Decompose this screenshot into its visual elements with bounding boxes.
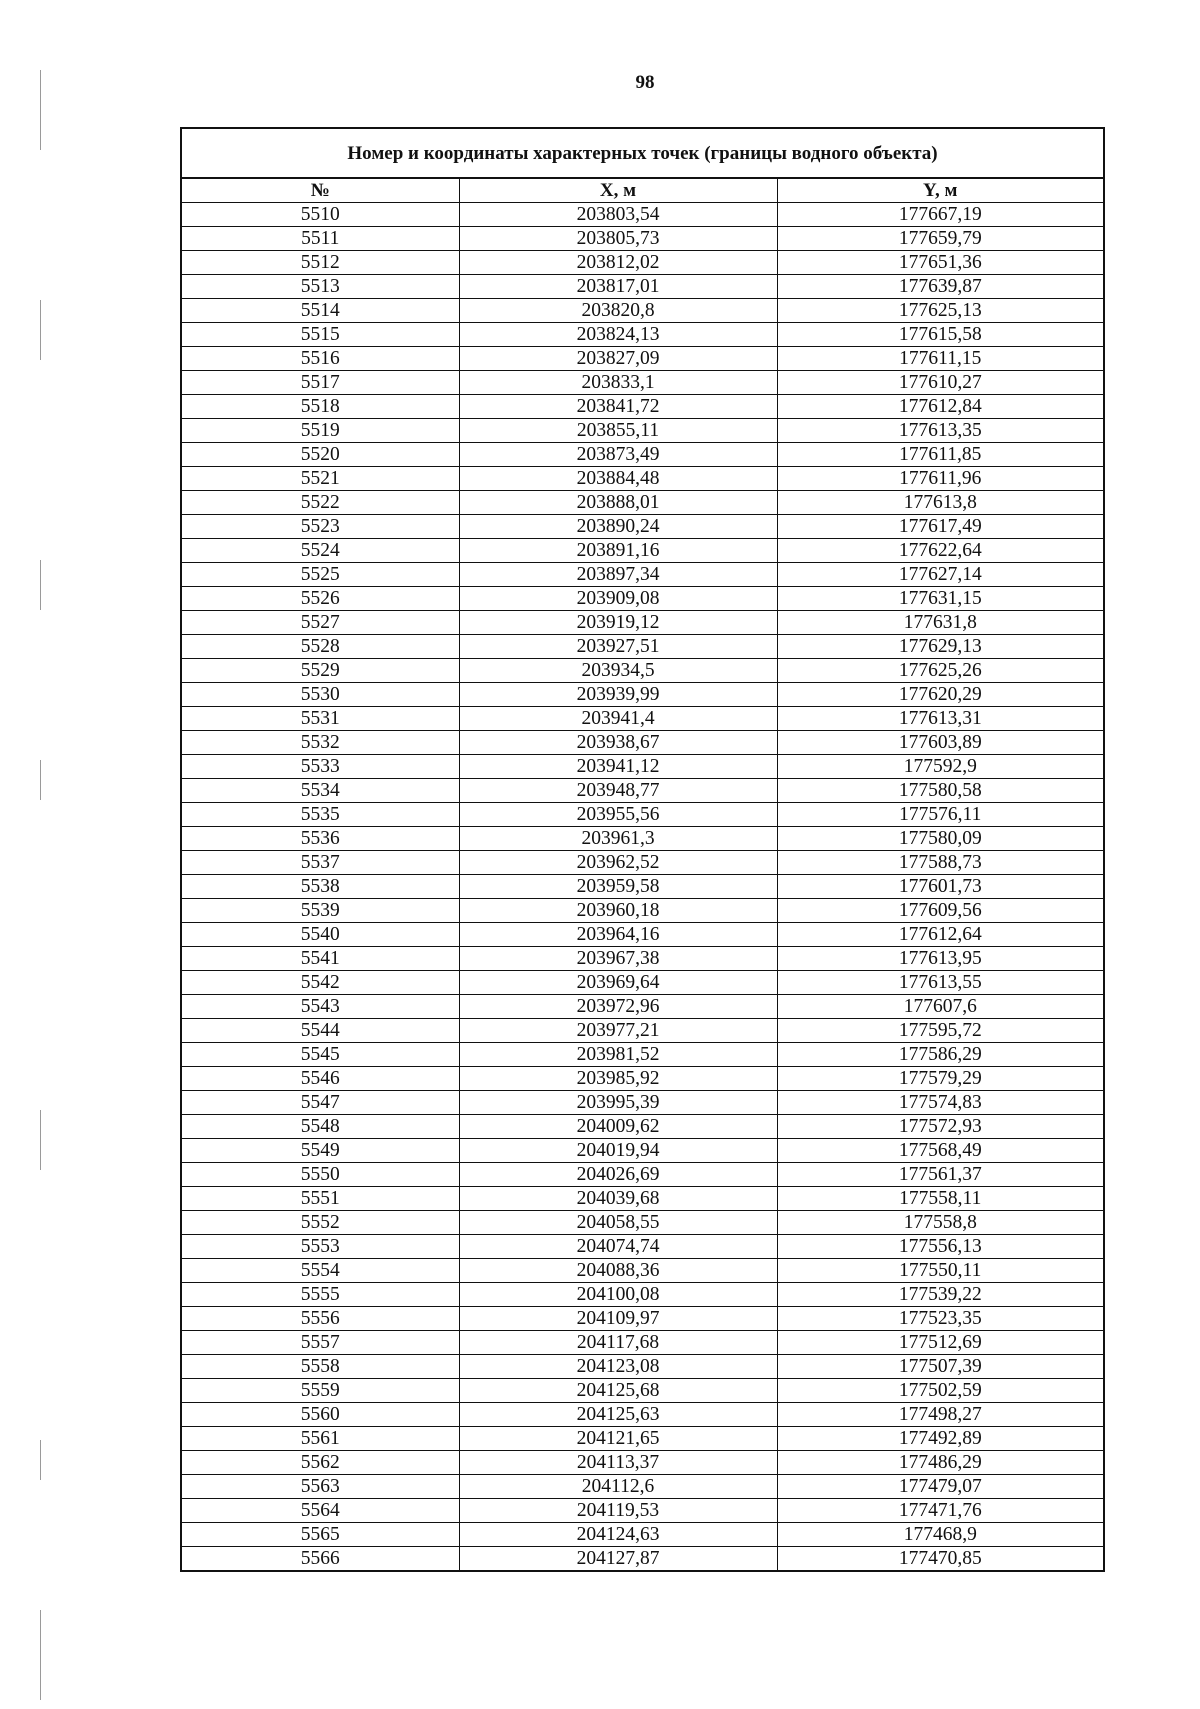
table-row: [181, 1331, 1104, 1355]
y-coordinate-cell: 177613,8: [777, 491, 1104, 515]
y-coordinate-cell: 177468,9: [777, 1523, 1104, 1547]
x-coordinate-cell: 203985,92: [459, 1067, 777, 1091]
table-row: [181, 1523, 1104, 1547]
table-row: [181, 251, 1104, 275]
point-number-cell: 5541: [181, 947, 459, 971]
table-row: [181, 611, 1104, 635]
x-coordinate-cell: 203959,58: [459, 875, 777, 899]
point-number-cell: 5513: [181, 275, 459, 299]
y-coordinate-cell: 177631,15: [777, 587, 1104, 611]
table-row: [181, 299, 1104, 323]
point-number-cell: 5561: [181, 1427, 459, 1451]
table-row: [181, 1115, 1104, 1139]
point-number-cell: 5562: [181, 1451, 459, 1475]
point-number-cell: 5563: [181, 1475, 459, 1499]
x-coordinate-cell: 203824,13: [459, 323, 777, 347]
x-coordinate-cell: 203972,96: [459, 995, 777, 1019]
point-number-cell: 5536: [181, 827, 459, 851]
table-row: [181, 491, 1104, 515]
x-coordinate-cell: 203891,16: [459, 539, 777, 563]
point-number-cell: 5520: [181, 443, 459, 467]
point-number-cell: 5545: [181, 1043, 459, 1067]
y-coordinate-cell: 177558,8: [777, 1211, 1104, 1235]
table-row: [181, 827, 1104, 851]
table-row: [181, 323, 1104, 347]
point-number-cell: 5549: [181, 1139, 459, 1163]
table-row: [181, 1043, 1104, 1067]
y-coordinate-cell: 177479,07: [777, 1475, 1104, 1499]
x-coordinate-cell: 203927,51: [459, 635, 777, 659]
x-coordinate-cell: 203897,34: [459, 563, 777, 587]
x-coordinate-cell: 203812,02: [459, 251, 777, 275]
x-coordinate-cell: 203939,99: [459, 683, 777, 707]
y-coordinate-cell: 177574,83: [777, 1091, 1104, 1115]
x-coordinate-cell: 203995,39: [459, 1091, 777, 1115]
x-coordinate-cell: 203969,64: [459, 971, 777, 995]
table-row: [181, 1139, 1104, 1163]
y-coordinate-cell: 177625,13: [777, 299, 1104, 323]
y-coordinate-cell: 177512,69: [777, 1331, 1104, 1355]
point-number-cell: 5566: [181, 1547, 459, 1572]
x-coordinate-cell: 204074,74: [459, 1235, 777, 1259]
point-number-cell: 5511: [181, 227, 459, 251]
scan-edge-mark: [40, 1110, 41, 1170]
scan-edge-mark: [40, 1610, 41, 1700]
point-number-cell: 5514: [181, 299, 459, 323]
x-coordinate-cell: 204088,36: [459, 1259, 777, 1283]
y-coordinate-cell: 177486,29: [777, 1451, 1104, 1475]
point-number-cell: 5518: [181, 395, 459, 419]
y-coordinate-cell: 177612,64: [777, 923, 1104, 947]
table-row: [181, 731, 1104, 755]
x-coordinate-cell: 203948,77: [459, 779, 777, 803]
x-coordinate-cell: 203820,8: [459, 299, 777, 323]
y-coordinate-cell: 177576,11: [777, 803, 1104, 827]
scan-edge-mark: [40, 1440, 41, 1480]
y-coordinate-cell: 177627,14: [777, 563, 1104, 587]
y-coordinate-cell: 177610,27: [777, 371, 1104, 395]
table-row: [181, 1403, 1104, 1427]
x-coordinate-cell: 204100,08: [459, 1283, 777, 1307]
y-coordinate-cell: 177613,95: [777, 947, 1104, 971]
table-row: [181, 563, 1104, 587]
table-row: [181, 851, 1104, 875]
y-coordinate-cell: 177613,55: [777, 971, 1104, 995]
point-number-cell: 5519: [181, 419, 459, 443]
table-row: [181, 227, 1104, 251]
x-coordinate-cell: 203855,11: [459, 419, 777, 443]
y-coordinate-cell: 177611,85: [777, 443, 1104, 467]
table-row: [181, 875, 1104, 899]
x-coordinate-cell: 203884,48: [459, 467, 777, 491]
coordinates-table: [180, 127, 1105, 1572]
x-coordinate-cell: 204127,87: [459, 1547, 777, 1572]
y-coordinate-cell: 177507,39: [777, 1355, 1104, 1379]
table-header-row: [181, 178, 1104, 203]
x-coordinate-cell: 204119,53: [459, 1499, 777, 1523]
column-header-number: №: [181, 178, 459, 203]
x-coordinate-cell: 203961,3: [459, 827, 777, 851]
y-coordinate-cell: 177595,72: [777, 1019, 1104, 1043]
y-coordinate-cell: 177667,19: [777, 203, 1104, 227]
y-coordinate-cell: 177588,73: [777, 851, 1104, 875]
y-coordinate-cell: 177625,26: [777, 659, 1104, 683]
point-number-cell: 5540: [181, 923, 459, 947]
y-coordinate-cell: 177611,15: [777, 347, 1104, 371]
x-coordinate-cell: 204123,08: [459, 1355, 777, 1379]
y-coordinate-cell: 177601,73: [777, 875, 1104, 899]
y-coordinate-cell: 177502,59: [777, 1379, 1104, 1403]
point-number-cell: 5565: [181, 1523, 459, 1547]
table-row: [181, 443, 1104, 467]
x-coordinate-cell: 203890,24: [459, 515, 777, 539]
y-coordinate-cell: 177550,11: [777, 1259, 1104, 1283]
point-number-cell: 5552: [181, 1211, 459, 1235]
point-number-cell: 5531: [181, 707, 459, 731]
table-row: [181, 419, 1104, 443]
y-coordinate-cell: 177615,58: [777, 323, 1104, 347]
table-caption-row: [181, 128, 1104, 178]
table-row: [181, 1499, 1104, 1523]
x-coordinate-cell: 204019,94: [459, 1139, 777, 1163]
point-number-cell: 5547: [181, 1091, 459, 1115]
x-coordinate-cell: 204109,97: [459, 1307, 777, 1331]
y-coordinate-cell: 177629,13: [777, 635, 1104, 659]
y-coordinate-cell: 177580,09: [777, 827, 1104, 851]
y-coordinate-cell: 177523,35: [777, 1307, 1104, 1331]
y-coordinate-cell: 177603,89: [777, 731, 1104, 755]
column-header-y: Y, м: [777, 178, 1104, 203]
point-number-cell: 5553: [181, 1235, 459, 1259]
point-number-cell: 5556: [181, 1307, 459, 1331]
table-row: [181, 1307, 1104, 1331]
y-coordinate-cell: 177631,8: [777, 611, 1104, 635]
y-coordinate-cell: 177470,85: [777, 1547, 1104, 1572]
x-coordinate-cell: 203941,4: [459, 707, 777, 731]
table-row: [181, 1451, 1104, 1475]
table-row: [181, 1091, 1104, 1115]
point-number-cell: 5543: [181, 995, 459, 1019]
x-coordinate-cell: 204009,62: [459, 1115, 777, 1139]
table-row: [181, 971, 1104, 995]
table-row: [181, 1187, 1104, 1211]
point-number-cell: 5521: [181, 467, 459, 491]
y-coordinate-cell: 177561,37: [777, 1163, 1104, 1187]
column-header-x: X, м: [459, 178, 777, 203]
y-coordinate-cell: 177651,36: [777, 251, 1104, 275]
point-number-cell: 5558: [181, 1355, 459, 1379]
table-row: [181, 1475, 1104, 1499]
scan-edge-mark: [40, 560, 41, 610]
x-coordinate-cell: 203941,12: [459, 755, 777, 779]
table-row: [181, 1067, 1104, 1091]
y-coordinate-cell: 177568,49: [777, 1139, 1104, 1163]
x-coordinate-cell: 203805,73: [459, 227, 777, 251]
point-number-cell: 5559: [181, 1379, 459, 1403]
table-row: [181, 1019, 1104, 1043]
y-coordinate-cell: 177580,58: [777, 779, 1104, 803]
point-number-cell: 5564: [181, 1499, 459, 1523]
y-coordinate-cell: 177611,96: [777, 467, 1104, 491]
table-row: [181, 779, 1104, 803]
point-number-cell: 5560: [181, 1403, 459, 1427]
x-coordinate-cell: 203841,72: [459, 395, 777, 419]
y-coordinate-cell: 177498,27: [777, 1403, 1104, 1427]
point-number-cell: 5529: [181, 659, 459, 683]
point-number-cell: 5515: [181, 323, 459, 347]
y-coordinate-cell: 177539,22: [777, 1283, 1104, 1307]
point-number-cell: 5551: [181, 1187, 459, 1211]
point-number-cell: 5532: [181, 731, 459, 755]
y-coordinate-cell: 177556,13: [777, 1235, 1104, 1259]
x-coordinate-cell: 204125,63: [459, 1403, 777, 1427]
y-coordinate-cell: 177492,89: [777, 1427, 1104, 1451]
y-coordinate-cell: 177572,93: [777, 1115, 1104, 1139]
point-number-cell: 5530: [181, 683, 459, 707]
y-coordinate-cell: 177620,29: [777, 683, 1104, 707]
table-title: Номер и координаты характерных точек (границы водного объекта): [181, 128, 1104, 178]
y-coordinate-cell: 177622,64: [777, 539, 1104, 563]
table-row: [181, 371, 1104, 395]
y-coordinate-cell: 177612,84: [777, 395, 1104, 419]
x-coordinate-cell: 203909,08: [459, 587, 777, 611]
x-coordinate-cell: 203938,67: [459, 731, 777, 755]
table-row: [181, 395, 1104, 419]
x-coordinate-cell: 204124,63: [459, 1523, 777, 1547]
x-coordinate-cell: 203964,16: [459, 923, 777, 947]
point-number-cell: 5557: [181, 1331, 459, 1355]
point-number-cell: 5526: [181, 587, 459, 611]
point-number-cell: 5533: [181, 755, 459, 779]
point-number-cell: 5555: [181, 1283, 459, 1307]
point-number-cell: 5538: [181, 875, 459, 899]
y-coordinate-cell: 177639,87: [777, 275, 1104, 299]
table-row: [181, 203, 1104, 227]
point-number-cell: 5525: [181, 563, 459, 587]
table-row: [181, 803, 1104, 827]
point-number-cell: 5510: [181, 203, 459, 227]
table-row: [181, 587, 1104, 611]
y-coordinate-cell: 177586,29: [777, 1043, 1104, 1067]
point-number-cell: 5512: [181, 251, 459, 275]
x-coordinate-cell: 203817,01: [459, 275, 777, 299]
point-number-cell: 5537: [181, 851, 459, 875]
x-coordinate-cell: 204125,68: [459, 1379, 777, 1403]
table-row: [181, 515, 1104, 539]
x-coordinate-cell: 203977,21: [459, 1019, 777, 1043]
scan-edge-mark: [40, 300, 41, 360]
y-coordinate-cell: 177613,35: [777, 419, 1104, 443]
y-coordinate-cell: 177617,49: [777, 515, 1104, 539]
point-number-cell: 5550: [181, 1163, 459, 1187]
y-coordinate-cell: 177471,76: [777, 1499, 1104, 1523]
table-row: [181, 683, 1104, 707]
x-coordinate-cell: 204039,68: [459, 1187, 777, 1211]
x-coordinate-cell: 203962,52: [459, 851, 777, 875]
scan-edge-mark: [40, 760, 41, 800]
table-row: [181, 1283, 1104, 1307]
y-coordinate-cell: 177592,9: [777, 755, 1104, 779]
point-number-cell: 5539: [181, 899, 459, 923]
table-row: [181, 1235, 1104, 1259]
y-coordinate-cell: 177607,6: [777, 995, 1104, 1019]
table-row: [181, 899, 1104, 923]
x-coordinate-cell: 203919,12: [459, 611, 777, 635]
table-row: [181, 1259, 1104, 1283]
x-coordinate-cell: 204026,69: [459, 1163, 777, 1187]
point-number-cell: 5535: [181, 803, 459, 827]
table-row: [181, 1379, 1104, 1403]
x-coordinate-cell: 203955,56: [459, 803, 777, 827]
x-coordinate-cell: 204113,37: [459, 1451, 777, 1475]
table-row: [181, 467, 1104, 491]
table-row: [181, 755, 1104, 779]
table-row: [181, 1547, 1104, 1572]
table-row: [181, 539, 1104, 563]
table-row: [181, 659, 1104, 683]
y-coordinate-cell: 177558,11: [777, 1187, 1104, 1211]
x-coordinate-cell: 203803,54: [459, 203, 777, 227]
x-coordinate-cell: 203967,38: [459, 947, 777, 971]
table-row: [181, 947, 1104, 971]
x-coordinate-cell: 204121,65: [459, 1427, 777, 1451]
x-coordinate-cell: 203960,18: [459, 899, 777, 923]
y-coordinate-cell: 177613,31: [777, 707, 1104, 731]
x-coordinate-cell: 203934,5: [459, 659, 777, 683]
point-number-cell: 5544: [181, 1019, 459, 1043]
y-coordinate-cell: 177579,29: [777, 1067, 1104, 1091]
x-coordinate-cell: 203833,1: [459, 371, 777, 395]
table-body: [181, 203, 1104, 1572]
x-coordinate-cell: 203888,01: [459, 491, 777, 515]
table-row: [181, 707, 1104, 731]
point-number-cell: 5516: [181, 347, 459, 371]
point-number-cell: 5527: [181, 611, 459, 635]
point-number-cell: 5542: [181, 971, 459, 995]
point-number-cell: 5524: [181, 539, 459, 563]
table-row: [181, 275, 1104, 299]
table-row: [181, 1355, 1104, 1379]
point-number-cell: 5528: [181, 635, 459, 659]
x-coordinate-cell: 203827,09: [459, 347, 777, 371]
table-row: [181, 347, 1104, 371]
x-coordinate-cell: 204117,68: [459, 1331, 777, 1355]
table-row: [181, 1163, 1104, 1187]
point-number-cell: 5546: [181, 1067, 459, 1091]
table-row: [181, 1427, 1104, 1451]
table-row: [181, 635, 1104, 659]
x-coordinate-cell: 204112,6: [459, 1475, 777, 1499]
table-row: [181, 923, 1104, 947]
point-number-cell: 5522: [181, 491, 459, 515]
table-row: [181, 1211, 1104, 1235]
x-coordinate-cell: 203981,52: [459, 1043, 777, 1067]
point-number-cell: 5548: [181, 1115, 459, 1139]
point-number-cell: 5523: [181, 515, 459, 539]
x-coordinate-cell: 203873,49: [459, 443, 777, 467]
point-number-cell: 5554: [181, 1259, 459, 1283]
point-number-cell: 5517: [181, 371, 459, 395]
y-coordinate-cell: 177609,56: [777, 899, 1104, 923]
x-coordinate-cell: 204058,55: [459, 1211, 777, 1235]
page-number: 98: [635, 72, 655, 93]
table-row: [181, 995, 1104, 1019]
point-number-cell: 5534: [181, 779, 459, 803]
y-coordinate-cell: 177659,79: [777, 227, 1104, 251]
